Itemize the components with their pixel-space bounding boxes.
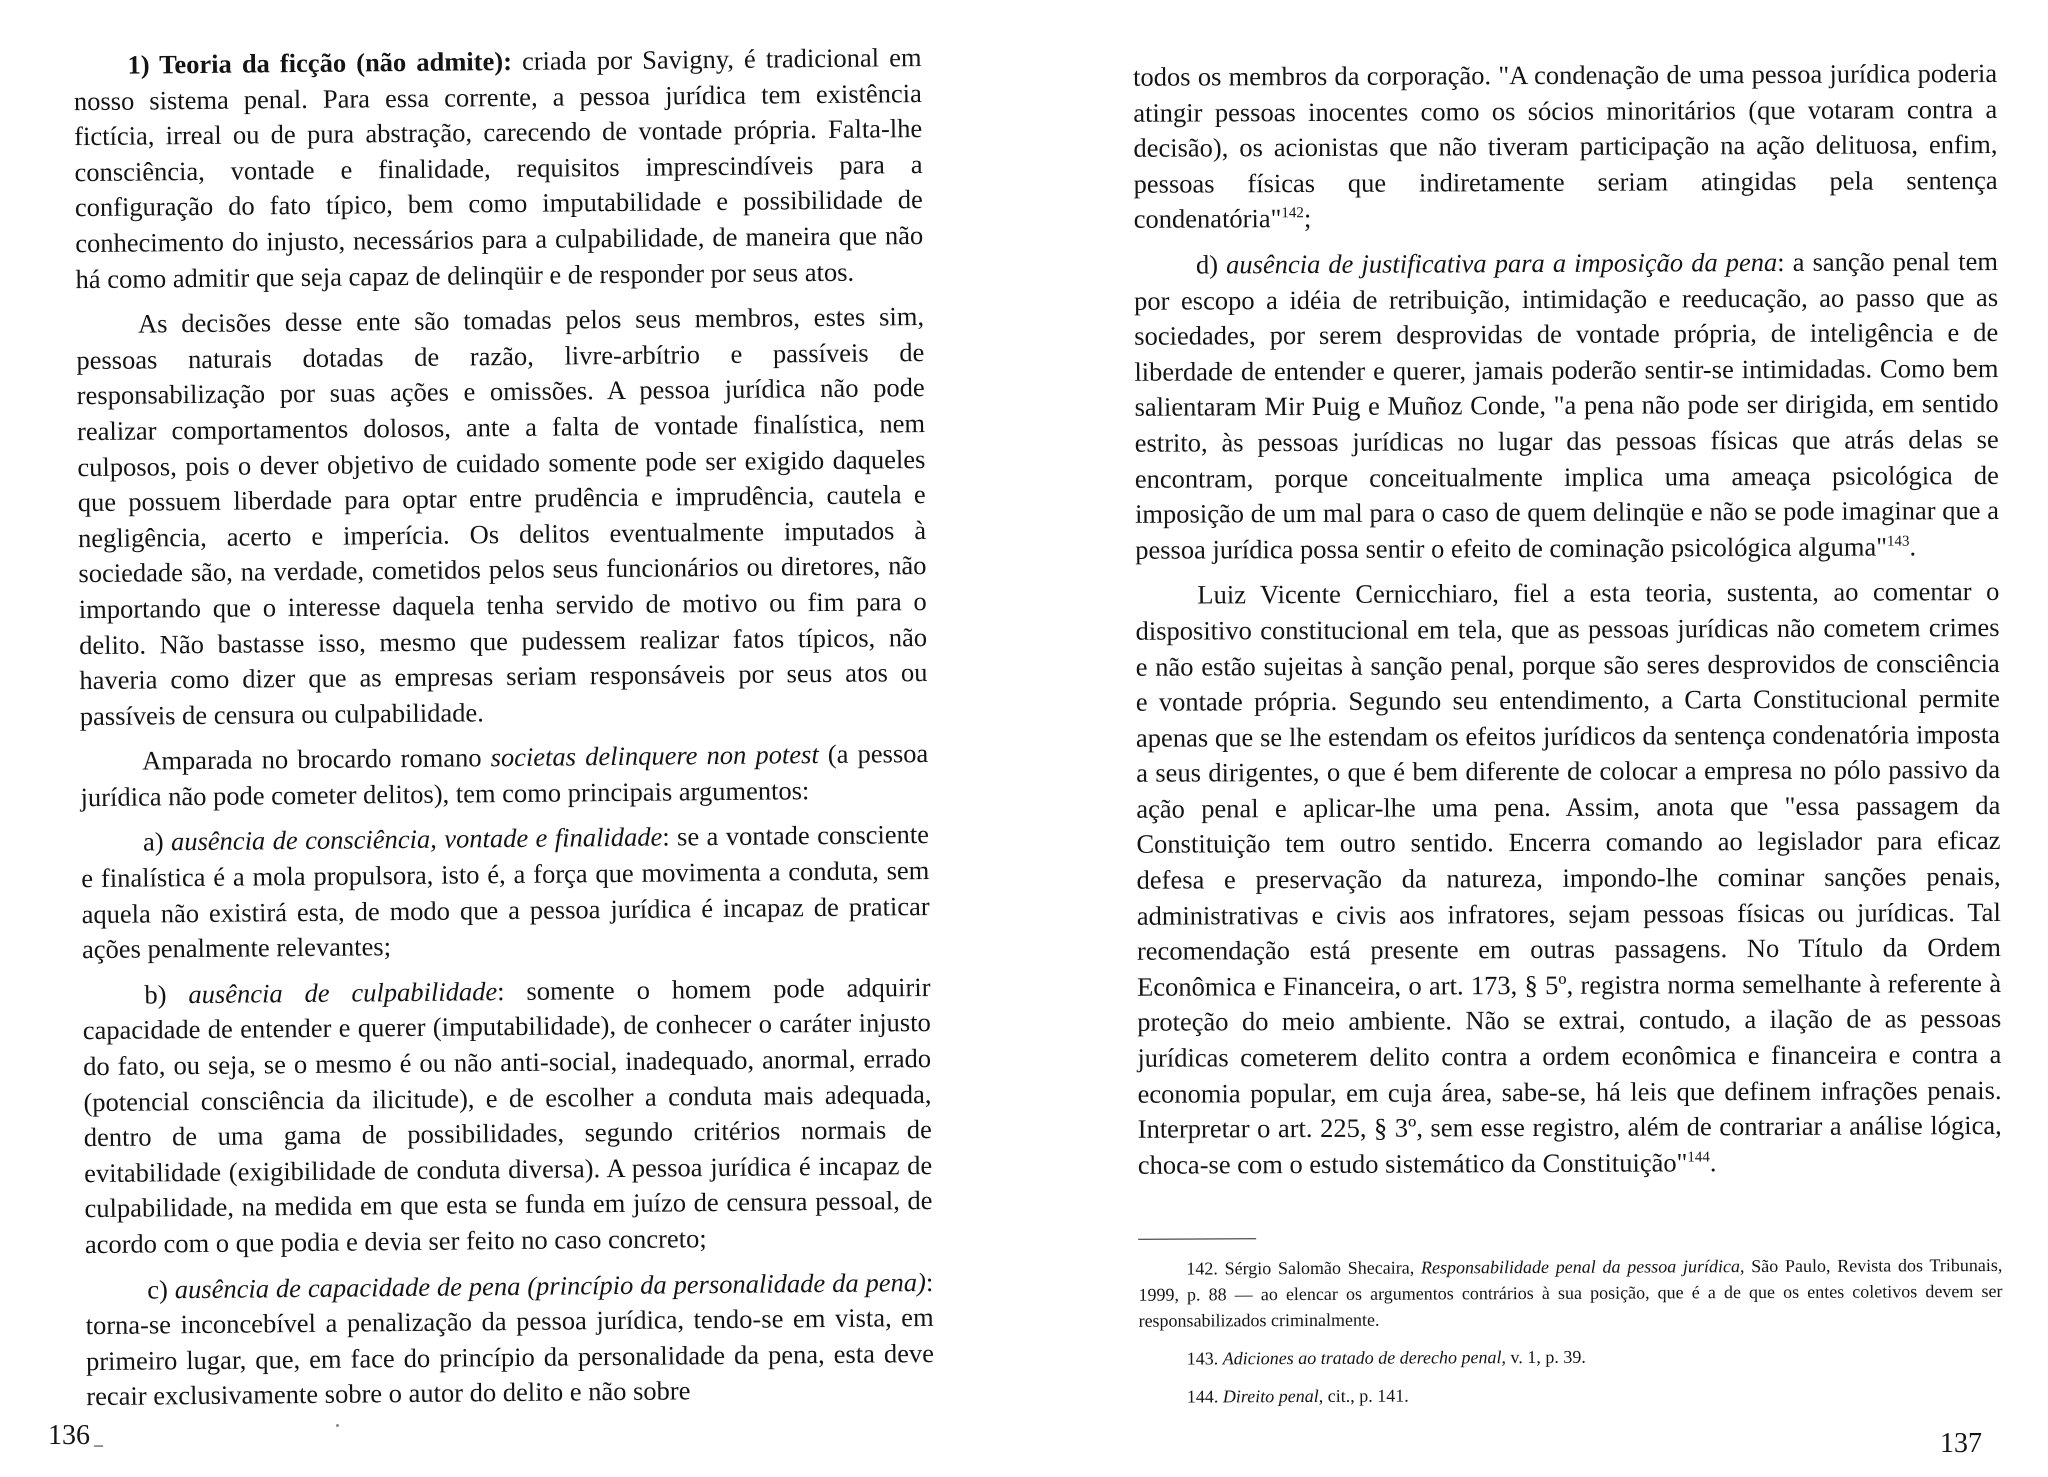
argument-text: : se a vontade consciente e finalística é a mola propulsora, isto é, a força que movimenta a conduta, sem aquela não existirá esta, de modo que a pessoa jurídica é incapaz de praticar ações penalmente relevantes; (81, 819, 930, 965)
paragraph-fiction-theory (73, 40, 923, 297)
punctuation: ; (1303, 203, 1312, 234)
scan-speck (336, 1424, 339, 1427)
paragraph-text: Luiz Vicente Cernicchiaro, fiel a esta teoria, sustenta, ao comentar o dispositivo constitucional em tela, que as pessoas jurídicas não cometem crimes e não estão sujeitas à sanção penal, porque são seres desprovidos de consciência e vontade própria. Segundo seu entendimento, a Carta Constitucional permite apenas que se lhe estendam os efeitos jurídicos da sentença condenatória imposta a seus dirigentes, o que é bem diferente de colocar a empresa no pólo passivo da ação penal e aplicar-lhe uma pena. Assim, anota que "essa passagem da Constituição tem outro sentido. Encerra comando ao legislador para eficaz defesa e preservação da natureza, impondo-lhe cominar sanções penais, administrativas e civis aos infratores, sejam pessoas físicas ou jurídicas. Tal recomendação está presente em outras passagens. No Título da Ordem Econômica e Financeira, o art. 173, § 5º, registra norma semelhante à referente à proteção do meio ambiente. Não se extrai, contudo, a ilação de as pessoas jurídicas cometerem delito contra a ordem econômica e financeira e contra a economia popular, em cuja área, sabe-se, há leis que definem infrações penais. Interpretar o art. 225, § 3º, sem esse registro, além de contrariar a análise lógica, choca-se com o estudo sistemático da Constituição" (1135, 576, 2002, 1180)
argument-d (1134, 244, 1999, 568)
paragraph-text: criada por Savigny, é tradicional em nosso sistema penal. Para essa corrente, a pessoa jurídica tem existência fictícia, irreal ou de pura abstração, carecendo de vontade própria. Falta-lhe consciência, vontade e finalidade, requisitos imprescindíveis para a configuração do fato típico, bem como imputabilidade e possibilidade de conhecimento do injusto, necessários para a culpabilidade, de maneira que não há como admitir que seja capaz de delinqüir e de responder por seus atos. (73, 42, 924, 294)
paragraph-text: Amparada no brocardo romano (142, 742, 491, 776)
footnote-title: Responsabilidade penal da pessoa jurídica (1420, 1256, 1741, 1278)
argument-label: b) (144, 978, 189, 1010)
footnote-author: Sérgio Salomão Shecaira, (1224, 1257, 1422, 1279)
page-number-left: 136 _ (48, 1420, 103, 1452)
punctuation: . (1709, 1147, 1717, 1178)
paragraph-text: (a pessoa jurídica não pode cometer delitos), tem como principais argumentos: (80, 738, 929, 813)
footnote-ref[interactable]: 143 (1886, 533, 1910, 550)
footnote-143 (1139, 1342, 2003, 1372)
page-number-right: 137 (1940, 1428, 1982, 1459)
argument-label: a) (142, 826, 172, 858)
argument-text: : somente o homem pode adquirir capacidade de entender e querer (imputabilidade), de conhecer o caráter injusto do fato, ou seja, se o mesmo é ou não anti-social, inadequado, anormal, errado (potencial consciência da ilicitude), e de escolher a conduta mais adequada, dentro de uma gama de possibilidades, segundo critérios normais de evitabilidade (exigibilidade de conduta diversa). A pessoa jurídica é incapaz de culpabilidade, na medida em que esta se funda em juízo de censura pessoal, de acordo com o que podia e devia ser feito no caso concreto; (82, 971, 933, 1260)
argument-title: ausência de culpabilidade (188, 975, 498, 1009)
footnote-number: 143. (1186, 1348, 1223, 1369)
paragraph-text: todos os membros da corporação. "A condenação de uma pessoa jurídica poderia atingir pessoas inocentes como os sócios minoritários (que votaram contra a decisão), os acionistas que não tiveram participação na ação delituosa, enfim, pessoas físicas que indiretamente seriam atingidas pela sentença condenatória" (1133, 57, 1998, 235)
footnote-ref[interactable]: 142 (1281, 205, 1304, 222)
argument-text: : a sanção penal tem por escopo a idéia de retribuição, intimidação e reeducação, ao passo que as sociedades, por serem desprovidas de vontade própria, de inteligência e de liberdade de entender e querer, jamais poderão sentir-se intimidadas. Como bem salientaram Mir Puig e Muñoz Conde, "a pena não pode ser dirigida, em sentido estrito, às pessoas jurídicas no lugar das pessoas físicas que atrás delas se encontram, porque conceitualmente implica uma ameaça psicológica de imposição de um mal para o caso de quem delinqüe e não se pode imaginar que a pessoa jurídica possa sentir o efeito de cominação psicológica alguma" (1134, 245, 2000, 565)
section-heading: 1) Teoria da ficção (não admite): (127, 45, 513, 80)
paragraph-continuation (1133, 56, 1998, 238)
footnote-142 (1138, 1252, 2002, 1334)
footnote-text: , v. 1, p. 39. (1501, 1347, 1586, 1368)
footnote-text: , São Paulo, Revista dos Tribunais, 1999, p. 88 — ao elencar os argumentos contrários à sua posição, que é a de que os entes coletivos devem ser responsabilizados criminalmente. (1138, 1255, 2003, 1332)
footnote-number: 142. (1186, 1258, 1225, 1279)
argument-title: ausência de capacidade de pena (princípio da personalidade da pena) (174, 1266, 927, 1304)
argument-b (82, 970, 933, 1263)
argument-a (81, 817, 930, 968)
argument-title: ausência de justificativa para a imposição da pena (1226, 246, 1778, 280)
argument-label: d) (1195, 249, 1227, 280)
latin-phrase: societas delinquere non potest (490, 739, 819, 773)
footnote-divider (1138, 1239, 1256, 1241)
paragraph-brocardo (80, 736, 929, 815)
footnote-title: Direito penal (1222, 1386, 1319, 1407)
argument-text: : torna-se inconcebível a penalização da pessoa jurídica, tendo-se em vista, em primeiro lugar, que, em face do princípio da personalidade da pena, esta deve recair exclusivamente sobre o autor do delito e não sobre (85, 1266, 935, 1412)
footnote-ref[interactable]: 144 (1687, 1149, 1710, 1166)
argument-c (85, 1265, 934, 1416)
paragraph-cernicchiaro (1135, 574, 2002, 1183)
argument-label: c) (147, 1273, 175, 1305)
footnote-number: 144. (1186, 1386, 1223, 1407)
footnote-text: , cit., p. 141. (1318, 1385, 1409, 1407)
footnote-title: Adiciones ao tratado de derecho penal (1222, 1347, 1502, 1369)
footnote-144 (1139, 1380, 2003, 1410)
argument-title: ausência de consciência, vontade e finalidade (170, 822, 663, 857)
punctuation: . (1909, 531, 1917, 562)
paragraph-decisions: As decisões desse ente são tomadas pelos seus membros, estes sim, pessoas naturais dotadas de razão, livre-arbítrio e passíveis de responsabilização por suas ações e omissões. A pessoa jurídica não pode realizar comportamentos dolosos, ante a falta de vontade finalística, nem culposos, pois o dever objetivo de cuidado somente pode ser exigido daqueles que possuem liberdade para optar entre prudência e imprudência, cautela e negligência, acerto e imperícia. Os delitos eventualmente imputados à sociedade são, na verdade, cometidos pelos seus funcionários ou diretores, não importando que o interesse daquela tenha servido de motivo ou fim para o delito. Não bastasse isso, mesmo que pudessem realizar fatos típicos, não haveria como dizer que as empresas seriam responsáveis por seus atos ou passíveis de censura ou culpabilidade. (76, 301, 928, 731)
right-page (1021, 0, 2048, 1474)
